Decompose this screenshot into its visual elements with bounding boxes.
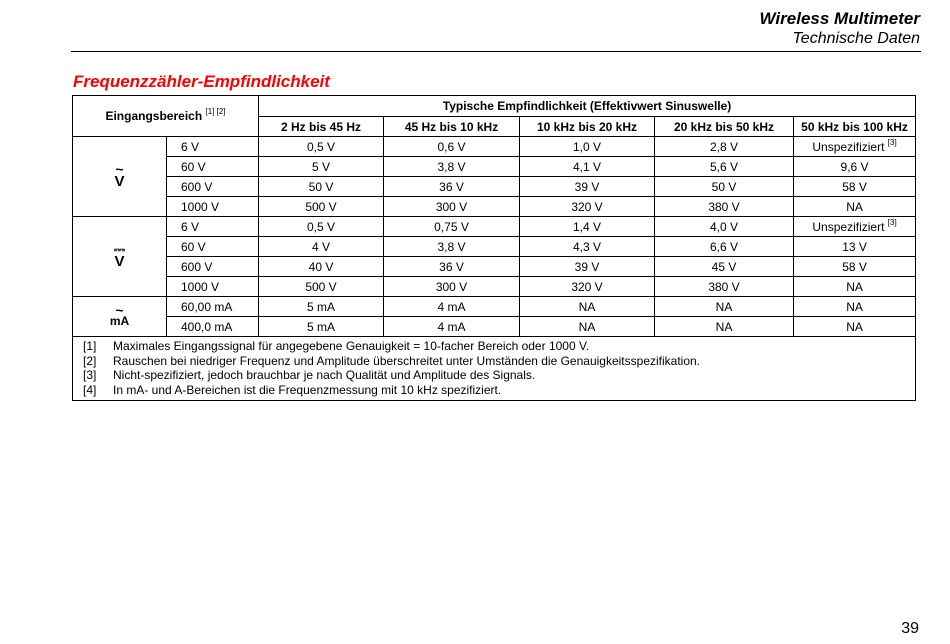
value-cell: 300 V	[384, 197, 520, 217]
value-cell: Unspezifiziert [3]	[794, 217, 916, 237]
input-range-header: Eingangsbereich [1] [2]	[73, 96, 259, 137]
range-cell: 60 V	[167, 237, 259, 257]
dc-volts-symbol-cell	[73, 217, 167, 297]
value-cell: 13 V	[794, 237, 916, 257]
value-cell: NA	[520, 297, 655, 317]
value-cell: 5 mA	[259, 317, 384, 337]
value-cell: 0,5 V	[259, 217, 384, 237]
value-cell: 1,4 V	[520, 217, 655, 237]
value-cell: 500 V	[259, 197, 384, 217]
footnote	[83, 383, 915, 398]
footnote-number: [2]	[83, 353, 97, 368]
value-cell: 9,6 V	[794, 157, 916, 177]
ac-milliamps-icon: ~ mA	[109, 302, 130, 328]
range-cell: 60,00 mA	[167, 297, 259, 317]
typical-sensitivity-header: Typische Empfindlichkeit (Effektivwert Sinuswelle)	[259, 96, 916, 117]
range-cell: 600 V	[167, 177, 259, 197]
range-cell: 60 V	[167, 157, 259, 177]
value-cell: 320 V	[520, 197, 655, 217]
ac-milliamps-symbol-cell	[73, 297, 167, 337]
dc-volts-icon: ⎓ V	[113, 241, 126, 270]
document-title: Wireless Multimeter	[759, 9, 920, 28]
value-cell: 5 V	[259, 157, 384, 177]
value-cell: 6,6 V	[655, 237, 794, 257]
range-cell: 400,0 mA	[167, 317, 259, 337]
value-cell: NA	[655, 297, 794, 317]
table-row	[73, 137, 916, 157]
ac-volts-symbol-cell	[73, 137, 167, 217]
value-cell: NA	[794, 197, 916, 217]
table-row	[73, 317, 916, 337]
value-cell: 320 V	[520, 277, 655, 297]
footnote-number: [3]	[83, 368, 97, 382]
table-row	[73, 277, 916, 297]
footnote	[83, 354, 915, 369]
footnote-ref: [3]	[887, 137, 897, 147]
footnote-text: Rauschen bei niedriger Frequenz und Amplitude überschreitet unter Umständen die Genauigkeitsspezifikation.	[113, 353, 701, 368]
value-cell: 1,0 V	[520, 137, 655, 157]
footnotes-row	[73, 337, 916, 401]
frequency-column-header: 20 kHz bis 50 kHz	[655, 117, 794, 137]
footnote-number: [1]	[83, 339, 97, 353]
value-cell: 58 V	[794, 257, 916, 277]
header-divider	[71, 51, 921, 52]
footnote-text: Maximales Eingangssignal für angegebene Genauigkeit = 10-facher Bereich oder 1000 V.	[113, 339, 590, 353]
value-cell: 40 V	[259, 257, 384, 277]
value-cell: 39 V	[520, 257, 655, 277]
value-cell: NA	[520, 317, 655, 337]
footnote-text: In mA- und A-Bereichen ist die Frequenzmessung mit 10 kHz spezifiziert.	[113, 382, 502, 397]
section-title: Frequenzzähler-Empfindlichkeit	[73, 72, 330, 91]
value-cell: 3,8 V	[384, 157, 520, 177]
table-row	[73, 157, 916, 177]
value-cell: NA	[794, 297, 916, 317]
value-cell: 300 V	[384, 277, 520, 297]
range-cell: 1000 V	[167, 197, 259, 217]
value-cell: 5,6 V	[655, 157, 794, 177]
range-cell: 6 V	[167, 217, 259, 237]
value-cell: 4 mA	[384, 297, 520, 317]
table-row	[73, 197, 916, 217]
input-range-header-refs: [1] [2]	[205, 107, 226, 116]
value-cell: 0,75 V	[384, 217, 520, 237]
frequency-column-header: 45 Hz bis 10 kHz	[384, 117, 520, 137]
value-cell: 58 V	[794, 177, 916, 197]
value-cell: 45 V	[655, 257, 794, 277]
range-cell: 6 V	[167, 137, 259, 157]
value-cell: 36 V	[384, 257, 520, 277]
value-cell: 0,5 V	[259, 137, 384, 157]
value-cell: 3,8 V	[384, 237, 520, 257]
value-cell: NA	[655, 317, 794, 337]
frequency-column-header: 10 kHz bis 20 kHz	[520, 117, 655, 137]
table-row	[73, 237, 916, 257]
ac-volts-icon: ~ V	[114, 161, 125, 190]
value-cell: 4,0 V	[655, 217, 794, 237]
range-cell: 1000 V	[167, 277, 259, 297]
page-number: 39	[901, 620, 919, 637]
footnote-ref: [3]	[887, 217, 897, 227]
value-cell: 36 V	[384, 177, 520, 197]
frequency-column-header: 2 Hz bis 45 Hz	[259, 117, 384, 137]
value-cell: 4,3 V	[520, 237, 655, 257]
footnote-text: Nicht-spezifiziert, jedoch brauchbar je nach Qualität und Amplitude des Signals.	[113, 368, 536, 382]
table-row	[73, 177, 916, 197]
document-subtitle: Technische Daten	[792, 30, 920, 47]
footnotes-cell	[73, 337, 916, 401]
table-row	[73, 257, 916, 277]
value-cell: 380 V	[655, 197, 794, 217]
footnote	[83, 368, 915, 383]
footnote-number: [4]	[83, 382, 97, 397]
value-cell: NA	[794, 277, 916, 297]
value-cell: 5 mA	[259, 297, 384, 317]
value-cell: 0,6 V	[384, 137, 520, 157]
footnote	[83, 339, 915, 354]
table-row	[73, 297, 916, 317]
value-cell: 50 V	[259, 177, 384, 197]
table-row	[73, 217, 916, 237]
frequency-sensitivity-table	[72, 95, 916, 401]
value-cell: 4,1 V	[520, 157, 655, 177]
value-cell: 39 V	[520, 177, 655, 197]
range-cell: 600 V	[167, 257, 259, 277]
value-cell: 4 mA	[384, 317, 520, 337]
value-cell: Unspezifiziert [3]	[794, 137, 916, 157]
value-cell: 4 V	[259, 237, 384, 257]
frequency-column-header: 50 kHz bis 100 kHz	[794, 117, 916, 137]
value-cell: 500 V	[259, 277, 384, 297]
value-cell: NA	[794, 317, 916, 337]
value-cell: 2,8 V	[655, 137, 794, 157]
value-cell: 380 V	[655, 277, 794, 297]
value-cell: 50 V	[655, 177, 794, 197]
